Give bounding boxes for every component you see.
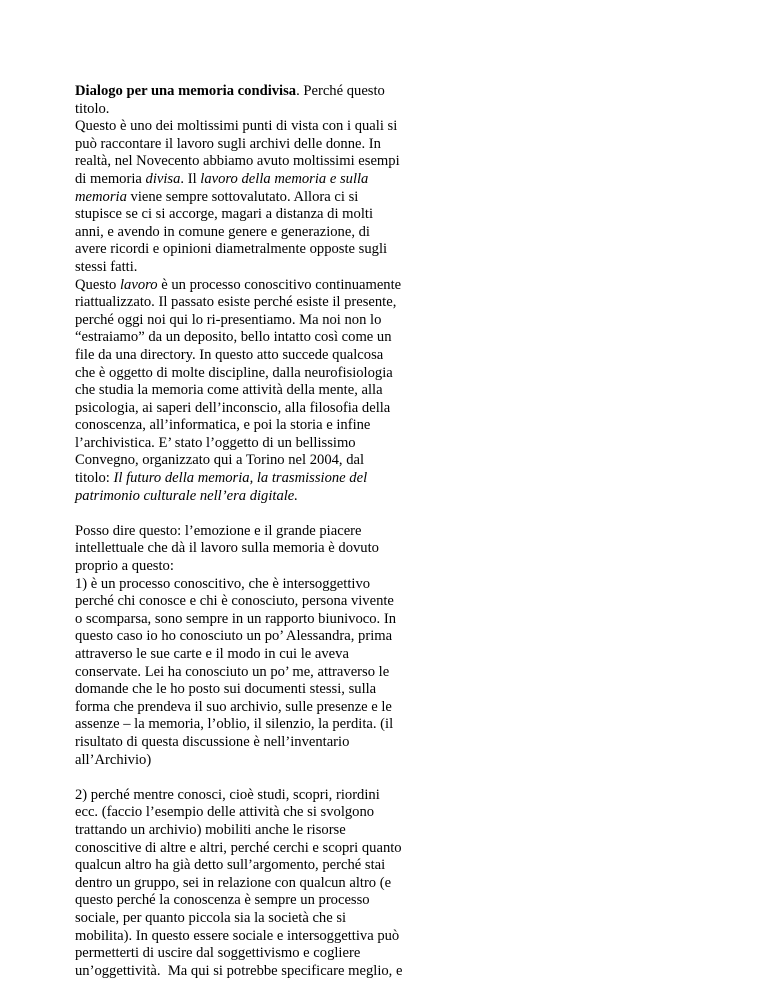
text-line: psicologia, ai saperi dell’inconscio, alla filosofia della bbox=[75, 399, 391, 416]
text-line: titolo: Il futuro della memoria, la trasmissione del bbox=[75, 470, 368, 487]
text-line: perché oggi noi qui lo ri-presentiamo. Ma noi non lo bbox=[75, 311, 382, 328]
text-line: risultato di questa discussione è nell’inventario bbox=[75, 733, 350, 750]
text-line: all’Archivio) bbox=[75, 751, 152, 768]
text-line: conoscitive di altre e altri, perché cerchi e scopri quanto bbox=[75, 839, 402, 856]
text-line: mobilita). In questo essere sociale e intersoggettiva può bbox=[75, 927, 400, 944]
text-line: conservate. Lei ha conosciuto un po’ me, attraverso le bbox=[75, 663, 390, 680]
paragraph-point-two bbox=[75, 787, 425, 981]
text-line: sociale, per quanto piccola sia la società che si bbox=[75, 909, 347, 926]
paragraph-point-one bbox=[75, 523, 425, 769]
document-page bbox=[75, 83, 425, 980]
text-line: l’archivistica. E’ stato l’oggetto di un bellissimo bbox=[75, 434, 356, 451]
text-line: file da una directory. In questo atto succede qualcosa bbox=[75, 346, 384, 363]
text-line: conoscenza, all’informatica, e poi la storia e infine bbox=[75, 417, 371, 434]
text-line: Dialogo per una memoria condivisa. Perché questo bbox=[75, 83, 385, 99]
text-line: ecc. (faccio l’esempio delle attività che si svolgono bbox=[75, 804, 375, 821]
text-line: Convegno, organizzato qui a Torino nel 2004, dal bbox=[75, 452, 365, 469]
text-line: patrimonio culturale nell’era digitale. bbox=[75, 487, 298, 504]
text-line: proprio a questo: bbox=[75, 558, 174, 575]
text-line: che studia la memoria come attività della mente, alla bbox=[75, 382, 383, 399]
text-line: assenze – la memoria, l’oblio, il silenzio, la perdita. (il bbox=[75, 716, 394, 733]
text-line: 1) è un processo conoscitivo, che è intersoggettivo bbox=[75, 575, 371, 592]
text-line: stessi fatti. bbox=[75, 258, 138, 275]
text-line: titolo. bbox=[75, 100, 110, 117]
text-line: Questo è uno dei moltissimi punti di vista con i quali si bbox=[75, 118, 398, 135]
text-line: un’oggettività. Ma qui si potrebbe specificare meglio, e bbox=[75, 962, 403, 979]
text-line: intellettuale che dà il lavoro sulla memoria è dovuto bbox=[75, 540, 379, 557]
text-line: questo perché la conoscenza è sempre un processo bbox=[75, 892, 370, 909]
text-line: può raccontare il lavoro sugli archivi delle donne. In bbox=[75, 135, 381, 152]
text-line: dentro un gruppo, sei in relazione con qualcun altro (e bbox=[75, 874, 392, 891]
text-line: di memoria divisa. Il lavoro della memoria e sulla bbox=[75, 170, 369, 187]
text-line: qualcun altro ha già detto sull’argomento, perché stai bbox=[75, 857, 386, 874]
document-title: Dialogo per una memoria condivisa bbox=[75, 83, 297, 99]
text-line: permetterti di uscire dal soggettivismo e cogliere bbox=[75, 945, 361, 962]
text-line: anni, e avendo in comune genere e generazione, di bbox=[75, 223, 370, 240]
text-line: o scomparsa, sono sempre in un rapporto biunivoco. In bbox=[75, 610, 396, 627]
text-line: riattualizzato. Il passato esiste perché esiste il presente, bbox=[75, 294, 397, 311]
text-line: memoria viene sempre sottovalutato. Allora ci si bbox=[75, 188, 359, 205]
text-line: Posso dire questo: l’emozione e il grande piacere bbox=[75, 522, 362, 539]
text-line: questo caso io ho conosciuto un po’ Alessandra, prima bbox=[75, 628, 393, 645]
paragraph-gap bbox=[75, 505, 425, 523]
text-line: realtà, nel Novecento abbiamo avuto moltissimi esempi bbox=[75, 153, 400, 170]
text-line: attraverso le sue carte e il modo in cui le aveva bbox=[75, 646, 349, 662]
text-line: domande che le ho posto sui documenti stessi, sulla bbox=[75, 681, 377, 698]
text-line: stupisce se ci si accorge, magari a distanza di molti bbox=[75, 206, 373, 223]
text-line: Questo lavoro è un processo conoscitivo continuamente bbox=[75, 276, 402, 293]
paragraph-gap bbox=[75, 769, 425, 787]
text-line: forma che prendeva il suo archivio, sulle presenze e le bbox=[75, 698, 392, 715]
text-line: che è oggetto di molte discipline, dalla neurofisiologia bbox=[75, 364, 393, 381]
text-line: avere ricordi e opinioni diametralmente opposte sugli bbox=[75, 241, 388, 258]
text-line: trattando un archivio) mobiliti anche le risorse bbox=[75, 821, 346, 838]
text-line: 2) perché mentre conosci, cioè studi, scopri, riordini bbox=[75, 786, 380, 803]
paragraph-intro bbox=[75, 83, 425, 505]
text-line: “estraiamo” da un deposito, bello intatto così come un bbox=[75, 329, 392, 346]
text-line: perché chi conosce e chi è conosciuto, persona vivente bbox=[75, 593, 394, 610]
